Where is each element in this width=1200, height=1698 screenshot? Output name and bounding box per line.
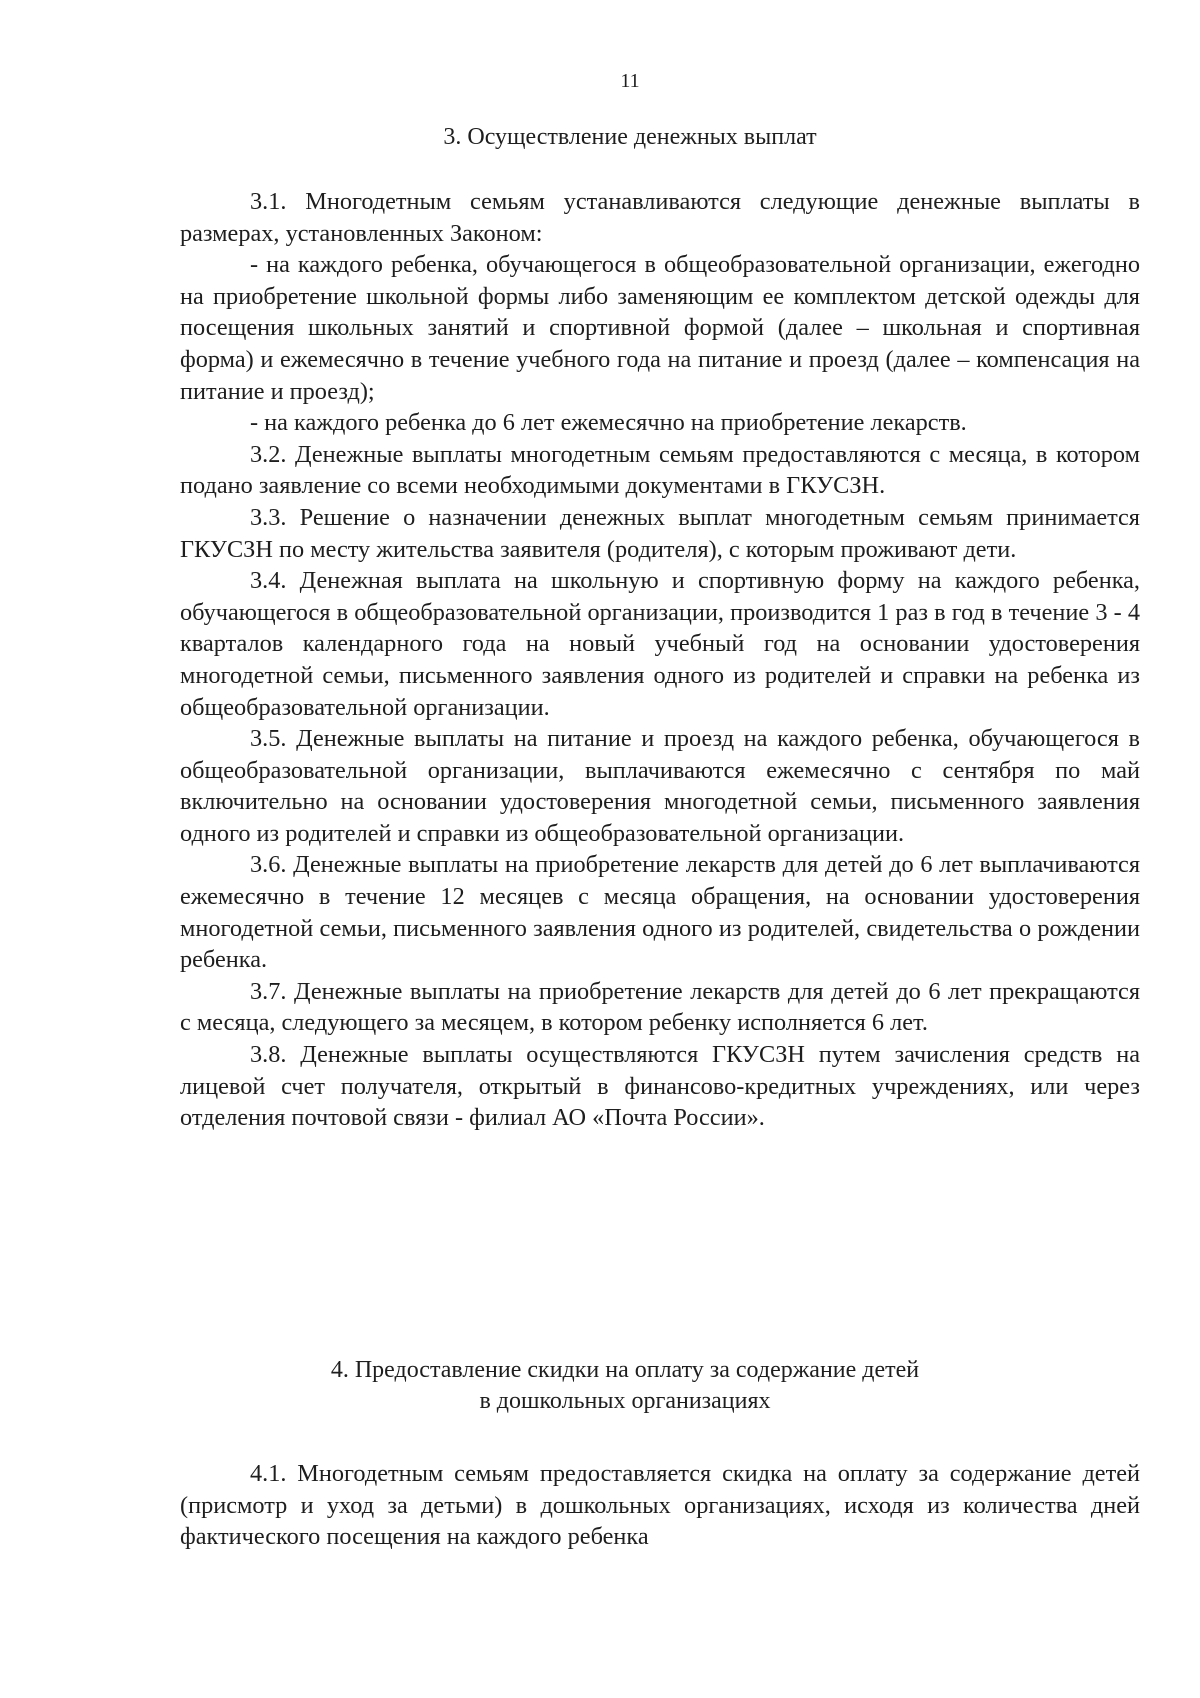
paragraph-3-7: 3.7. Денежные выплаты на приобретение лекарств для детей до 6 лет прекращаются с месяца, следующего за месяцем, в котором ребенку исполняется 6 лет. [180, 977, 1140, 1037]
paragraph-3-5: 3.5. Денежные выплаты на питание и проезд на каждого ребенка, обучающегося в общеобразовательной организации, выплачиваются ежемесячно с сентября по май включительно на основании удостоверения многодетной семьи, письменного заявления одного из родителей и справки из общеобразовательной организации. [180, 725, 1140, 847]
page-number: 11 [620, 70, 640, 92]
paragraph-3-6: 3.6. Денежные выплаты на приобретение лекарств для детей до 6 лет выплачиваются ежемесячно в течение 12 месяцев с месяца обращения, на основании удостоверения многодетной семьи, письменного заявления одного из родителей, свидетельства о рождении ребенка. [180, 851, 1140, 974]
paragraph-4-1: 4.1. Многодетным семьям предоставляется скидка на оплату за содержание детей (присмотр и уход за детьми) в дошкольных организациях, исходя из количества дней фактического посещения на каждого ребенка [180, 1460, 1140, 1551]
paragraph-3-1: 3.1. Многодетным семьям устанавливаются следующие денежные выплаты в размерах, установленных Законом: [180, 188, 1140, 247]
paragraph-3-2: 3.2. Денежные выплаты многодетным семьям предоставляются с месяца, в котором подано заявление со всеми необходимыми документами в ГКУСЗН. [180, 440, 1140, 500]
paragraph-3-4: 3.4. Денежная выплата на школьную и спортивную форму на каждого ребенка, обучающегося в общеобразовательной организации, производится 1 раз в год в течение 3 - 4 кварталов календарного года на новый учебный год на основании удостоверения многодетной семьи, письменного заявления одного из родителей и справки на ребенка из общеобразовательной организации. [180, 567, 1140, 721]
list-item-school-uniform: - на каждого ребенка, обучающегося в общеобразовательной организации, ежегодно на приобретение школьной формы либо заменяющим ее комплектом детской одежды для посещения школьных занятий и спортивной формой (далее – школьная и спортивная форма) и ежемесячно в течение учебного года на питание и проезд (далее – компенсация на питание и проезд); [180, 251, 1140, 405]
section-4-body [180, 1458, 1140, 1553]
section-3-heading: 3. Осуществление денежных выплат [443, 124, 817, 150]
section-4-heading-line-2: в дошкольных организациях [479, 1388, 771, 1414]
paragraph-3-8: 3.8. Денежные выплаты осуществляются ГКУСЗН путем зачисления средств на лицевой счет получателя, открытый в финансово-кредитных учреждениях, или через отделения почтовой связи - филиал АО «Почта России». [180, 1041, 1140, 1132]
list-item-medicine: - на каждого ребенка до 6 лет ежемесячно на приобретение лекарств. [250, 409, 967, 437]
section-4-heading-line-1: 4. Предоставление скидки на оплату за содержание детей [330, 1357, 920, 1383]
section-3-body [180, 186, 1140, 1134]
paragraph-3-3: 3.3. Решение о назначении денежных выплат многодетным семьям принимается ГКУСЗН по месту жительства заявителя (родителя), с которым проживают дети. [180, 503, 1140, 563]
section-4-heading [50, 1355, 1200, 1417]
